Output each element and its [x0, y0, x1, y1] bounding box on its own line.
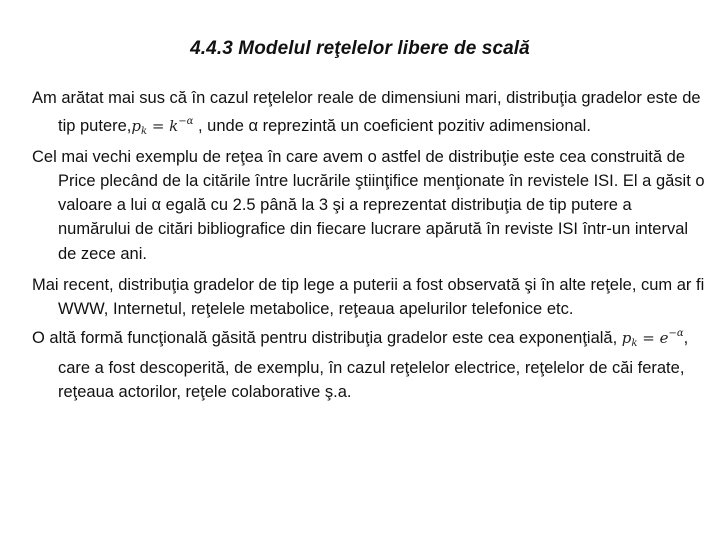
- paragraph-price-example: Cel mai vechi exemplu de reţea în care avem o astfel de distribuţie este cea construită de Price plecând de la citările între lucrările ştiinţifice menţionate în revistele ISI. El a găsit o valoare a lui α egală cu 2.5 până la 3 şi a reprezentat distribuţia de tip putere a numărului de citări bibliografice din fiecare lucrare apărută în reviste ISI într-un interval de zece ani.: [32, 147, 705, 263]
- paragraph-4-text-end: , care a fost descoperită, de exemplu, în cazul reţelelor electrice, reţelelor de căi ferate, reţeaua actorilor, reţele colaborative ş.a.: [58, 328, 689, 402]
- formula-rhs-exponent: −α: [178, 116, 194, 128]
- paragraph-power-law: [32, 86, 707, 145]
- paragraph-1-text-end: , unde α reprezintă un coeficient pozitiv adimensional.: [193, 117, 591, 136]
- document-body: [32, 86, 707, 405]
- formula-rhs-base: = k: [151, 117, 179, 136]
- paragraph-1-text-start: Am arătat mai sus că în cazul reţelelor reale de dimensiuni mari, distribuţia gradelor este de tip putere,: [32, 89, 701, 136]
- paragraph-exponential: [32, 322, 707, 405]
- formula-lhs-base: p: [621, 328, 632, 347]
- formula-lhs-base: p: [131, 117, 141, 136]
- formula-rhs-exponent: −α: [668, 327, 684, 339]
- section-heading: 4.4.3 Modelul reţelelor libere de scală: [190, 38, 530, 59]
- paragraph-4-text-start: O altă formă funcţională găsită pentru distribuţia gradelor este cea exponenţială,: [32, 328, 622, 347]
- exponential-formula: [622, 322, 684, 356]
- formula-lhs-subscript: k: [631, 337, 638, 349]
- formula-lhs-subscript: k: [141, 126, 148, 138]
- paragraph-recent-observations: Mai recent, distribuţia gradelor de tip lege a puterii a fost observată şi în alte reţele, cum ar fi WWW, Internetul, reţelele metabolice, reţeaua apelurilor telefonice etc.: [32, 276, 705, 319]
- power-law-formula: [131, 110, 193, 144]
- formula-rhs-base: = e: [642, 328, 669, 347]
